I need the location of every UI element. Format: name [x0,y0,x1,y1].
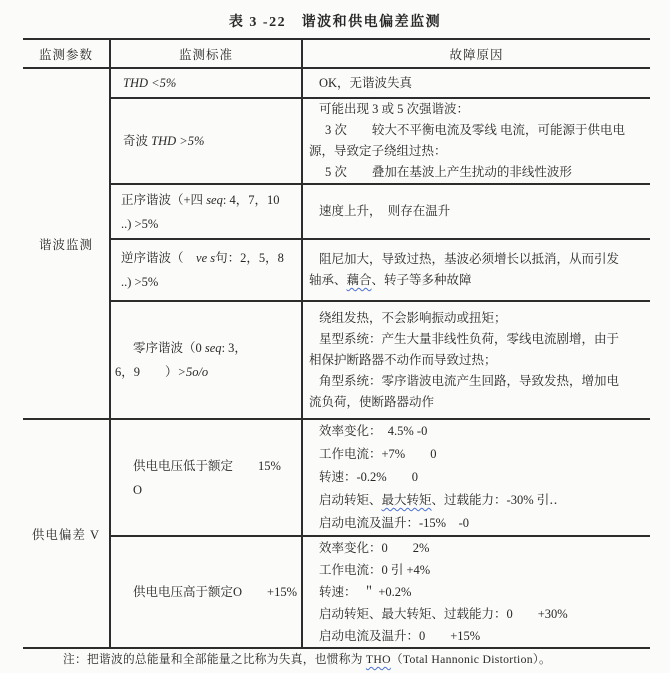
cause-line: 流负荷，使断路器动作 [309,394,435,409]
monitoring-table [23,38,650,649]
cause-line: 轴承、藕合、转子等多种故障 [309,273,472,287]
cause-cell [302,301,650,419]
cause-cell [302,184,650,239]
standard-cell [110,68,302,98]
cause-line: 工作电流：0 引 +4% [319,563,431,577]
table-caption: 表 3 -22 谐波和供电偏差监测 [228,15,442,30]
group-label-harmonic: 谐波监测 [23,68,110,419]
standard-cell [110,239,302,301]
wavy-underline-text: 最大转矩 [381,493,432,507]
standard-text-italic: THD >5% [151,134,205,148]
cause-line: 效率变化：0 2% [319,541,430,555]
standard-cell [110,301,302,419]
cause-line: 启动转矩、最大转矩、过载能力：0 +30% [319,607,568,621]
standard-line: 6，9 ）>5o/o [115,365,209,379]
cause-line: 速度上升， 则存在温升 [319,204,451,218]
standard-cell [110,98,302,184]
cause-line: 工作电流：+7% 0 [319,447,437,461]
standard-text: THD <5% [123,76,177,90]
row-negative-seq [23,239,650,301]
cause-line: 转速： ＂ +0.2% [319,585,412,599]
cause-line: 启动电流及温升：0 +15% [319,629,481,643]
footnote-text: （Total Hannonic Distortion）。 [390,653,551,666]
standard-cell: 供电电压高于额定O +15% [110,536,302,648]
row-zero-seq [23,301,650,419]
cause-line: 可能出现 3 或 5 次强谐波： [319,102,470,116]
header-row [23,39,650,68]
standard-line: ..) >5% [121,216,159,231]
row-odd-thd [23,98,650,184]
cause-cell [302,98,650,184]
cause-line: 转速：-0.2% 0 [319,470,418,484]
cause-cell [302,239,650,301]
cause-cell [302,536,650,648]
cause-line: 相保护断路器不动作而导致过热； [309,352,497,367]
standard-text: 奇波 [123,134,152,148]
footnote-text: 注：把谐波的总能量和全部能量之比称为失真，也惯称为 [63,653,366,666]
row-thd-ok [23,68,650,98]
header-standard: 监测标准 [110,39,302,68]
cause-line: 5 次 叠加在基波上产生扰动的非线性波形 [325,165,572,179]
wavy-underline-text: THO [365,653,391,666]
standard-line: 逆序谐波（ ve s句：2，5，8 [121,251,284,265]
cause-line: OK，无谐波失真 [319,75,413,90]
header-param: 监测参数 [23,39,110,68]
row-undervoltage [23,419,650,536]
header-cause: 故障原因 [302,39,650,68]
row-overvoltage [23,536,650,648]
footnote [63,651,643,667]
cause-line: 启动电流及温升：-15% -0 [319,516,469,530]
standard-cell [110,184,302,239]
cause-line: 角型系统：零序谐波电流产生回路，导致发热，增加电 [319,373,620,388]
cause-line: 源，导致定子绕组过热： [309,144,447,158]
cause-cell [302,419,650,536]
group-label-deviation: 供电偏差 V [23,419,110,648]
cause-line: 绕组发热，不会影响振动或扭矩； [319,310,507,325]
cause-line: 星型系统：产生大量非线性负荷，零线电流剧增，由于 [319,331,620,346]
standard-line: 零序谐波（0 seq: 3， [133,341,247,355]
standard-line: ..) >5% [121,275,159,289]
cause-line: 阻尼加大，导致过热，基波必须增长以抵消，从而引发 [319,252,620,266]
cause-line: 启动转矩、最大转矩、过载能力：-30% 引‥ [319,493,558,507]
cause-line: 效率变化： 4.5% -0 [319,424,428,438]
cause-cell [302,68,650,98]
wavy-underline-text: 藕合 [346,273,372,287]
standard-line: 正序谐波（+四 seq: 4，7，10 [121,192,280,207]
standard-cell: 供电电压低于额定 15% O [110,419,302,536]
row-positive-seq [23,184,650,239]
cause-line: 3 次 较大不平衡电流及零线 电流，可能源于供电电 [325,123,626,137]
